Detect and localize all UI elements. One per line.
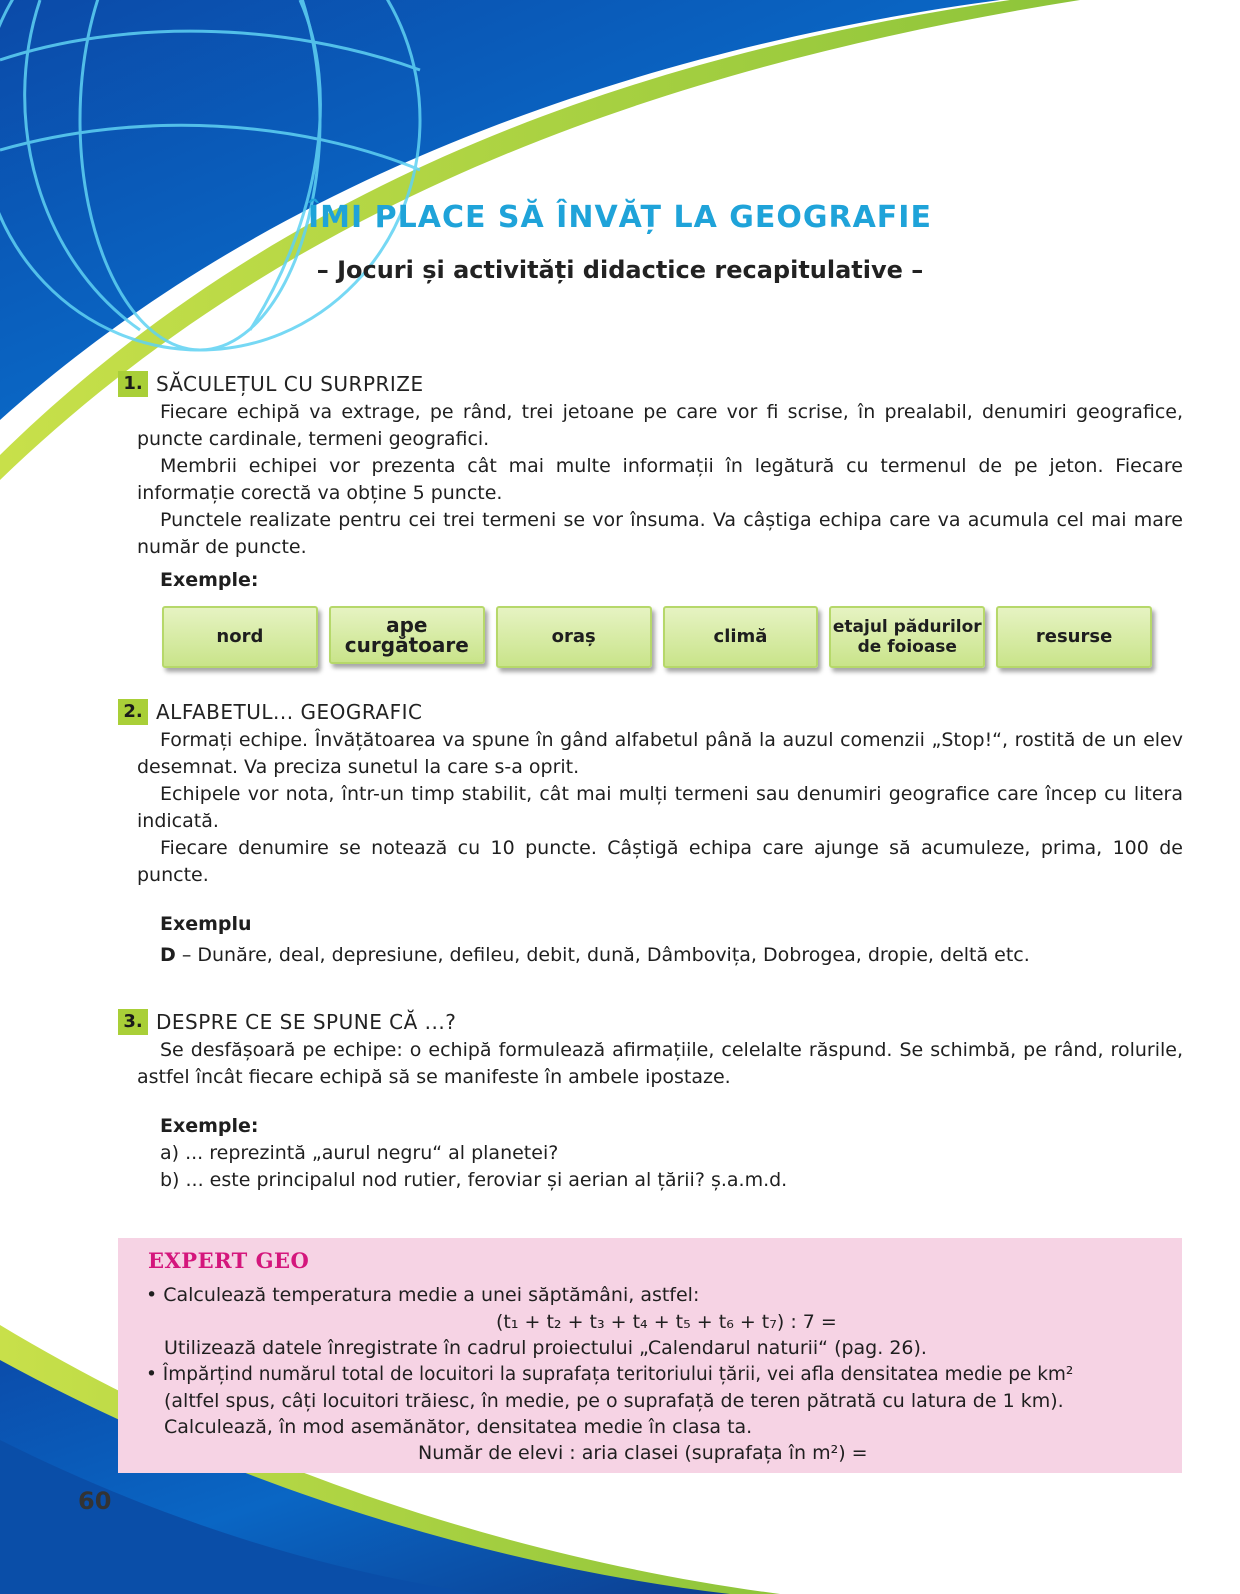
example-item: a) ... reprezintă „aurul negru“ al planetei? — [160, 1142, 559, 1164]
token-chip: resurse — [996, 606, 1152, 668]
expert-geo-box — [118, 1238, 1182, 1473]
token-chip: climă — [663, 606, 819, 668]
section-number: 3. — [118, 1009, 148, 1035]
paragraph: Punctele realizate pentru cei trei termeni se vor însuma. Va câștiga echipa care va acumula cel mai mare număr de puncte. — [137, 509, 1183, 558]
examples-label: Exemple: — [160, 1115, 259, 1137]
expert-note: Utilizează datele înregistrate în cadrul proiectului „Calendarul naturii“ (pag. 26). — [164, 1337, 927, 1359]
example-item: b) ... este principalul nod rutier, feroviar și aerian al țării? ș.a.m.d. — [160, 1169, 788, 1191]
section-3 — [123, 1007, 1183, 1194]
example-letter: D — [160, 944, 176, 966]
section-number: 1. — [118, 371, 148, 397]
token-chip: nord — [162, 606, 318, 668]
paragraph: Fiecare denumire se notează cu 10 puncte. Câștigă echipa care ajunge să acumuleze, prima, 100 de puncte. — [137, 837, 1183, 886]
expert-formula: Număr de elevi : aria clasei (suprafața în m²) = — [418, 1442, 868, 1464]
section-number: 2. — [118, 699, 148, 725]
section-3-header — [118, 1007, 1183, 1037]
paragraph: Fiecare echipă va extrage, pe rând, trei jetoane pe care vor fi scrise, în prealabil, denumiri geografice, puncte cardinale, termeni geografici. — [137, 401, 1183, 450]
token-list — [162, 606, 1152, 668]
section-2 — [123, 697, 1183, 969]
section-title: DESPRE CE SE SPUNE CĂ ...? — [156, 1009, 457, 1034]
expert-bullet: • Împărțind numărul total de locuitori la suprafața teritoriului țării, vei afla densitatea medie pe km² — [146, 1364, 1074, 1385]
section-1-header — [118, 369, 1183, 399]
paragraph: Se desfășoară pe echipe: o echipă formulează afirmațiile, celelalte răspund. Se schimbă, pe rând, rolurile, astfel încât fiecare echipă să se manifeste în ambele ipostaze. — [137, 1039, 1183, 1088]
section-1 — [123, 369, 1183, 594]
paragraph: Echipele vor nota, într-un timp stabilit, cât mai mulți termeni sau denumiri geografice care încep cu litera indicată. — [137, 783, 1183, 832]
section-2-header — [118, 697, 1183, 727]
expert-text: Calculează, în mod asemănător, densitatea medie în clasa ta. — [164, 1416, 753, 1438]
page-subtitle: – Jocuri și activități didactice recapitulative – — [316, 256, 924, 284]
paragraph: Formați echipe. Învățătoarea va spune în gând alfabetul până la auzul comenzii „Stop!“, rostită de un elev desemnat. Va preciza sunetul la care s-a oprit. — [137, 729, 1183, 778]
token-chip: ape curgătoare — [329, 606, 485, 664]
page-title: ÎMI PLACE SĂ ÎNVĂȚ LA GEOGRAFIE — [308, 200, 932, 235]
expert-formula: (t₁ + t₂ + t₃ + t₄ + t₅ + t₆ + t₇) : 7 = — [496, 1311, 837, 1333]
expert-geo-title: EXPERT GEO — [148, 1248, 310, 1273]
paragraph: Membrii echipei vor prezenta cât mai multe informații în legătură cu termenul de pe jeton. Fiecare informație corectă va obține 5 puncte. — [137, 455, 1183, 504]
example-line — [160, 942, 1183, 969]
examples-label: Exemple: — [160, 569, 259, 591]
example-text: – Dunăre, deal, depresiune, defileu, debit, dună, Dâmbovița, Dobrogea, dropie, deltă etc. — [175, 944, 1030, 966]
section-title: ALFABETUL... GEOGRAFIC — [156, 699, 423, 724]
token-chip: etajul pădurilor de foioase — [829, 606, 985, 668]
section-title: SĂCULEȚUL CU SURPRIZE — [156, 371, 424, 396]
token-chip: oraș — [496, 606, 652, 668]
example-label: Exemplu — [160, 913, 252, 935]
page-number: 60 — [78, 1487, 112, 1515]
expert-text: (altfel spus, câți locuitori trăiesc, în medie, pe o suprafață de teren pătrată cu latura de 1 km). — [164, 1390, 1064, 1412]
expert-bullet: • Calculează temperatura medie a unei săptămâni, astfel: — [146, 1284, 700, 1306]
